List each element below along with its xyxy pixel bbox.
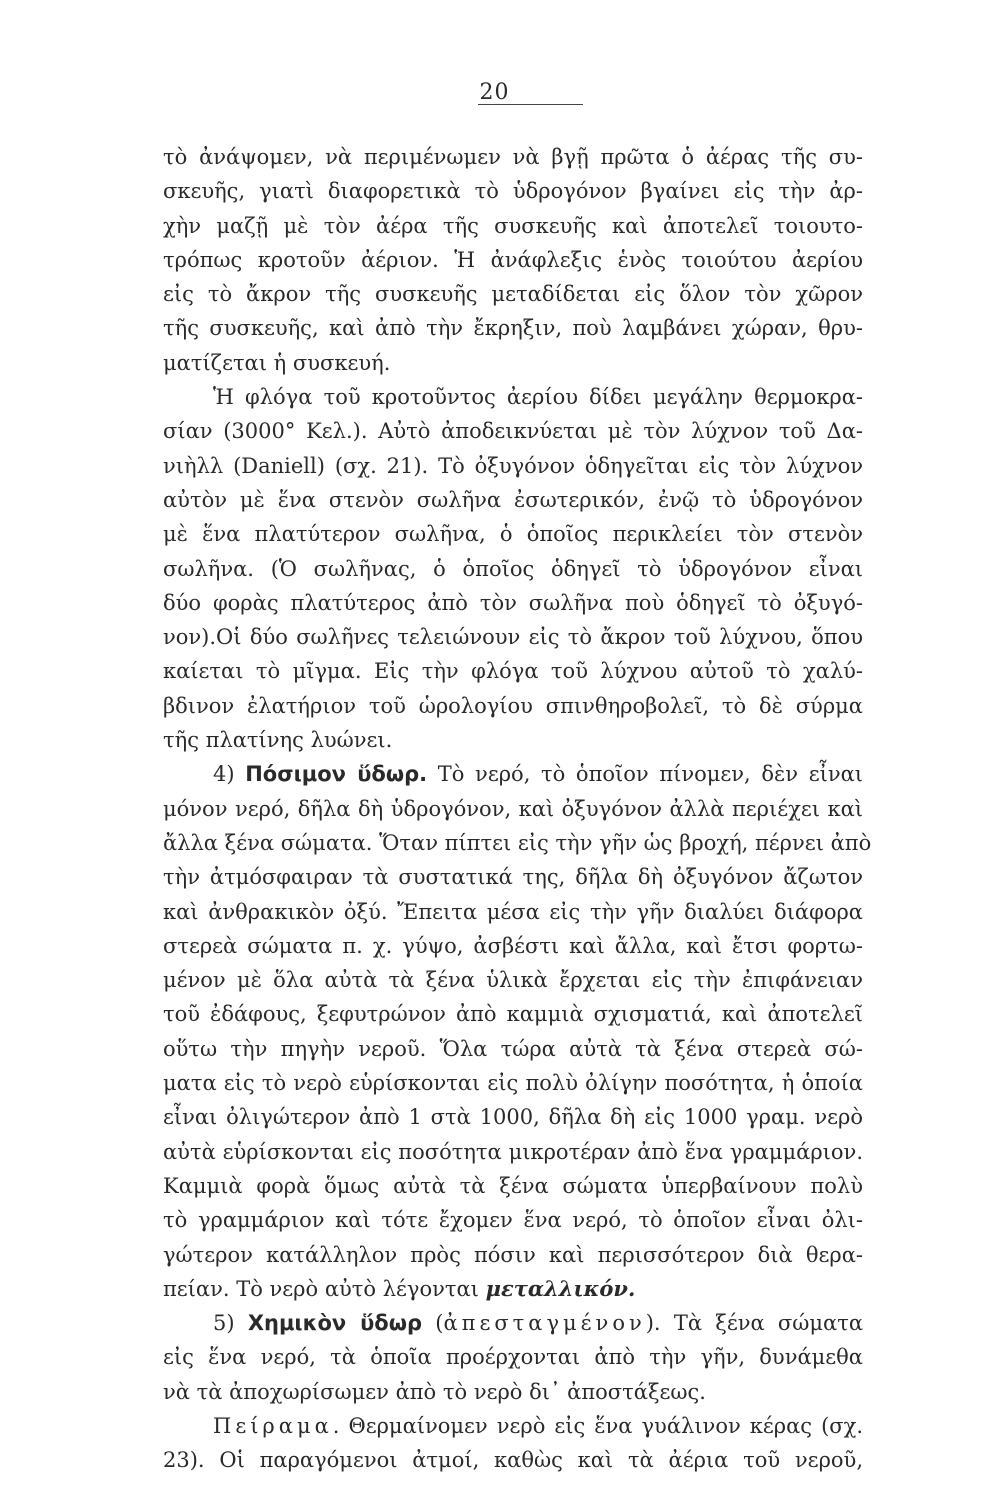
text-run: αὐτὸν μὲ ἕνα στενὸν σωλῆνα ἐσωτερικόν, ἐνῷ τὸ ὑδρογόνον bbox=[163, 487, 863, 512]
text-run: ἀπεσταγμένον bbox=[443, 1311, 646, 1336]
text-run: ματίζεται ἡ συσκευή. bbox=[163, 350, 391, 375]
text-run: αὐτὰ εὑρίσκονται εἰς ποσότητα μικροτέραν ἀπὸ ἕνα γραμμάριον. bbox=[163, 1139, 863, 1164]
text-run: τὴν ἀτμόσφαιραν τὰ συστατικά της, δῆλα δὴ ὀξυγόνον ἄζωτον bbox=[163, 865, 863, 890]
text-run: ). Τὰ ξένα σώματα bbox=[645, 1311, 864, 1336]
text-run: σωλῆνα. (Ὁ σωλῆνας, ὁ ὁποῖος ὁδηγεῖ τὸ ὑδρογόνον εἶναι bbox=[163, 556, 863, 581]
text-run: Τὸ νερό, τὸ ὁποῖον πίνομεν, δὲν εἶναι bbox=[427, 762, 864, 787]
text-line bbox=[163, 1100, 863, 1134]
text-run: νον).Οἱ δύο σωλῆνες τελειώνουν εἰς τὸ ἄκρον τοῦ λύχνου, ὅπου bbox=[163, 625, 863, 650]
text-line bbox=[163, 929, 863, 963]
text-run: μένον μὲ ὅλα αὐτὰ τὰ ξένα ὑλικὰ ἔρχεται εἰς τὴν ἐπιφάνειαν bbox=[163, 968, 863, 993]
text-line bbox=[163, 689, 863, 723]
text-run: σίαν (3000° Κελ.). Αὐτὸ ἀποδεικνύεται μὲ τὸν λύχνον τοῦ Δα- bbox=[163, 419, 863, 444]
text-line bbox=[163, 1409, 863, 1443]
text-line bbox=[163, 209, 863, 243]
section-heading: Χημικὸν ὕδωρ bbox=[247, 1311, 423, 1336]
text-line bbox=[163, 1340, 863, 1374]
text-run: τοῦ ἐδάφους, ξεφυτρώνον ἀπὸ καμμιὰ σχισματιά, καὶ ἀποτελεῖ bbox=[163, 1002, 863, 1027]
text-line bbox=[163, 826, 872, 860]
text-line bbox=[163, 586, 863, 620]
text-run: μόνον νερό, δῆλα δὴ ὑδρογόνον, καὶ ὀξυγόνον ἀλλὰ περιέχει καὶ bbox=[163, 796, 863, 821]
text-line bbox=[163, 1066, 863, 1100]
text-line bbox=[163, 311, 863, 345]
text-run: στερεὰ σώματα π. χ. γύψο, ἀσβέστι καὶ ἄλλα, καὶ ἔτσι φορτω- bbox=[163, 933, 863, 958]
text-run: Καμμιὰ φορὰ ὅμως αὐτὰ τὰ ξένα σώματα ὑπερβαίνουν πολὺ bbox=[163, 1173, 863, 1198]
page-number-rule bbox=[478, 104, 583, 105]
text-line bbox=[163, 895, 863, 929]
text-line bbox=[163, 517, 863, 551]
text-line bbox=[163, 792, 863, 826]
text-run: χὴν μαζῇ μὲ τὸν ἀέρα τῆς συσκευῆς καὶ ἀποτελεῖ τοιουτο- bbox=[163, 213, 863, 238]
text-run: τὸ γραμμάριον καὶ τότε ἔχομεν ἕνα νερό, τὸ ὁποῖον εἶναι ὀλι- bbox=[163, 1208, 863, 1233]
text-run: 23). Οἱ παραγόμενοι ἀτμοί, καθὼς καὶ τὰ ἀέρια τοῦ νεροῦ, bbox=[163, 1448, 863, 1473]
text-run: τρόπως κροτοῦν ἀέριον. Ἡ ἀνάφλεξις ἑνὸς τοιούτου ἀερίου bbox=[163, 247, 863, 272]
section-heading: Πόσιμον ὕδωρ. bbox=[245, 762, 428, 787]
text-line bbox=[163, 997, 863, 1031]
text-line bbox=[163, 1169, 863, 1203]
text-run: εἰς ἕνα νερό, τὰ ὁποῖα προέρχονται ἀπὸ τὴν γῆν, δυνάμεθα bbox=[163, 1345, 863, 1370]
text-line bbox=[163, 1375, 863, 1409]
text-run: νιὴλλ (Daniell) (σχ. 21). Τὸ ὀξυγόνον ὁδηγεῖται εἰς τὸν λύχνον bbox=[163, 453, 863, 478]
text-line bbox=[163, 277, 863, 311]
text-line bbox=[163, 380, 863, 414]
text-run: 5) bbox=[213, 1311, 248, 1336]
text-line bbox=[163, 963, 863, 997]
text-run: Πείραμα bbox=[213, 1413, 333, 1438]
text-run: ἄλλα ξένα σώματα. Ὅταν πίπτει εἰς τὴν γῆν ὡς βροχή, πέρνει ἀπὸ bbox=[163, 830, 872, 855]
text-run: 4) bbox=[213, 762, 246, 787]
text-line bbox=[163, 620, 863, 654]
text-line bbox=[163, 860, 863, 894]
text-run: εἶναι ὀλιγώτερον ἀπὸ 1 στὰ 1000, δῆλα δὴ εἰς 1000 γραμ. νερὸ bbox=[163, 1105, 863, 1130]
text-run: εἰς τὸ ἄκρον τῆς συσκευῆς μεταδίδεται εἰς ὅλον τὸν χῶρον bbox=[163, 282, 863, 307]
text-run: τὸ ἀνάψομεν, νὰ περιμένωμεν νὰ βγῇ πρῶτα ὁ ἀέρας τῆς συ- bbox=[163, 145, 863, 169]
text-run: οὕτω τὴν πηγὴν νεροῦ. Ὅλα τώρα αὐτὰ τὰ ξένα στερεὰ σώ- bbox=[163, 1036, 863, 1061]
text-line bbox=[163, 449, 863, 483]
text-run: ( bbox=[422, 1311, 444, 1336]
text-line bbox=[163, 140, 863, 174]
text-run: τῆς πλατίνης λυώνει. bbox=[163, 728, 393, 753]
text-run: βδινον ἐλατήριον τοῦ ὡρολογίου σπινθηροβολεῖ, τὸ δὲ σύρμα bbox=[163, 693, 863, 718]
text-line bbox=[163, 1032, 863, 1066]
text-line bbox=[163, 552, 863, 586]
text-run: καὶ ἀνθρακικὸν ὀξύ. Ἔπειτα μέσα εἰς τὴν γῆν διαλύει διάφορα bbox=[163, 899, 863, 924]
text-line bbox=[163, 654, 863, 688]
text-line bbox=[163, 1306, 863, 1340]
text-line bbox=[163, 346, 863, 380]
text-run: Ἡ φλόγα τοῦ κροτοῦντος ἀερίου δίδει μεγάλην θερμοκρα- bbox=[213, 385, 863, 410]
text-run: ματα εἰς τὸ νερὸ εὑρίσκονται εἰς πολὺ ὀλίγην ποσότητα, ἡ ὁποία bbox=[163, 1071, 863, 1096]
text-run: δύο φορὰς πλατύτερος ἀπὸ τὸν σωλῆνα ποὺ ὁδηγεῖ τὸ ὀξυγό- bbox=[163, 590, 863, 615]
text-run: γώτερον κατάλληλον πρὸς πόσιν καὶ περισσότερον διὰ θερα- bbox=[163, 1242, 863, 1267]
text-line bbox=[163, 757, 863, 791]
text-line bbox=[163, 483, 863, 517]
text-run: . Θερμαίνομεν νερὸ εἰς ἕνα γυάλινον κέρας (σχ. bbox=[332, 1413, 863, 1438]
text-run: σκευῆς, γιατὶ διαφορετικὰ τὸ ὑδρογόνον βγαίνει εἰς τὴν ἀρ- bbox=[163, 179, 863, 204]
text-run: μὲ ἕνα πλατύτερον σωλῆνα, ὁ ὁποῖος περικλείει τὸν στενὸν bbox=[163, 522, 863, 547]
body-text bbox=[163, 140, 872, 1478]
text-line bbox=[163, 243, 863, 277]
text-run: καίεται τὸ μῖγμα. Εἰς τὴν φλόγα τοῦ λύχνου αὐτοῦ τὸ χαλύ- bbox=[163, 659, 863, 684]
text-line bbox=[163, 1443, 863, 1477]
text-run: τῆς συσκευῆς, καὶ ἀπὸ τὴν ἔκρηξιν, ποὺ λαμβάνει χώραν, θρυ- bbox=[163, 316, 863, 341]
text-line bbox=[163, 1135, 863, 1169]
text-line bbox=[163, 1272, 863, 1306]
text-line bbox=[163, 174, 863, 208]
text-run: πείαν. Τὸ νερὸ αὐτὸ λέγονται bbox=[163, 1276, 486, 1301]
emphasis-term: μεταλλικόν. bbox=[485, 1275, 636, 1301]
text-run: νὰ τὰ ἀποχωρίσωμεν ἀπὸ τὸ νερὸ δι᾽ ἀποστάξεως. bbox=[163, 1379, 706, 1404]
text-line bbox=[163, 1203, 863, 1237]
page-number: 20 bbox=[479, 80, 510, 105]
text-line bbox=[163, 414, 863, 448]
text-line bbox=[163, 723, 863, 757]
text-line bbox=[163, 1238, 863, 1272]
